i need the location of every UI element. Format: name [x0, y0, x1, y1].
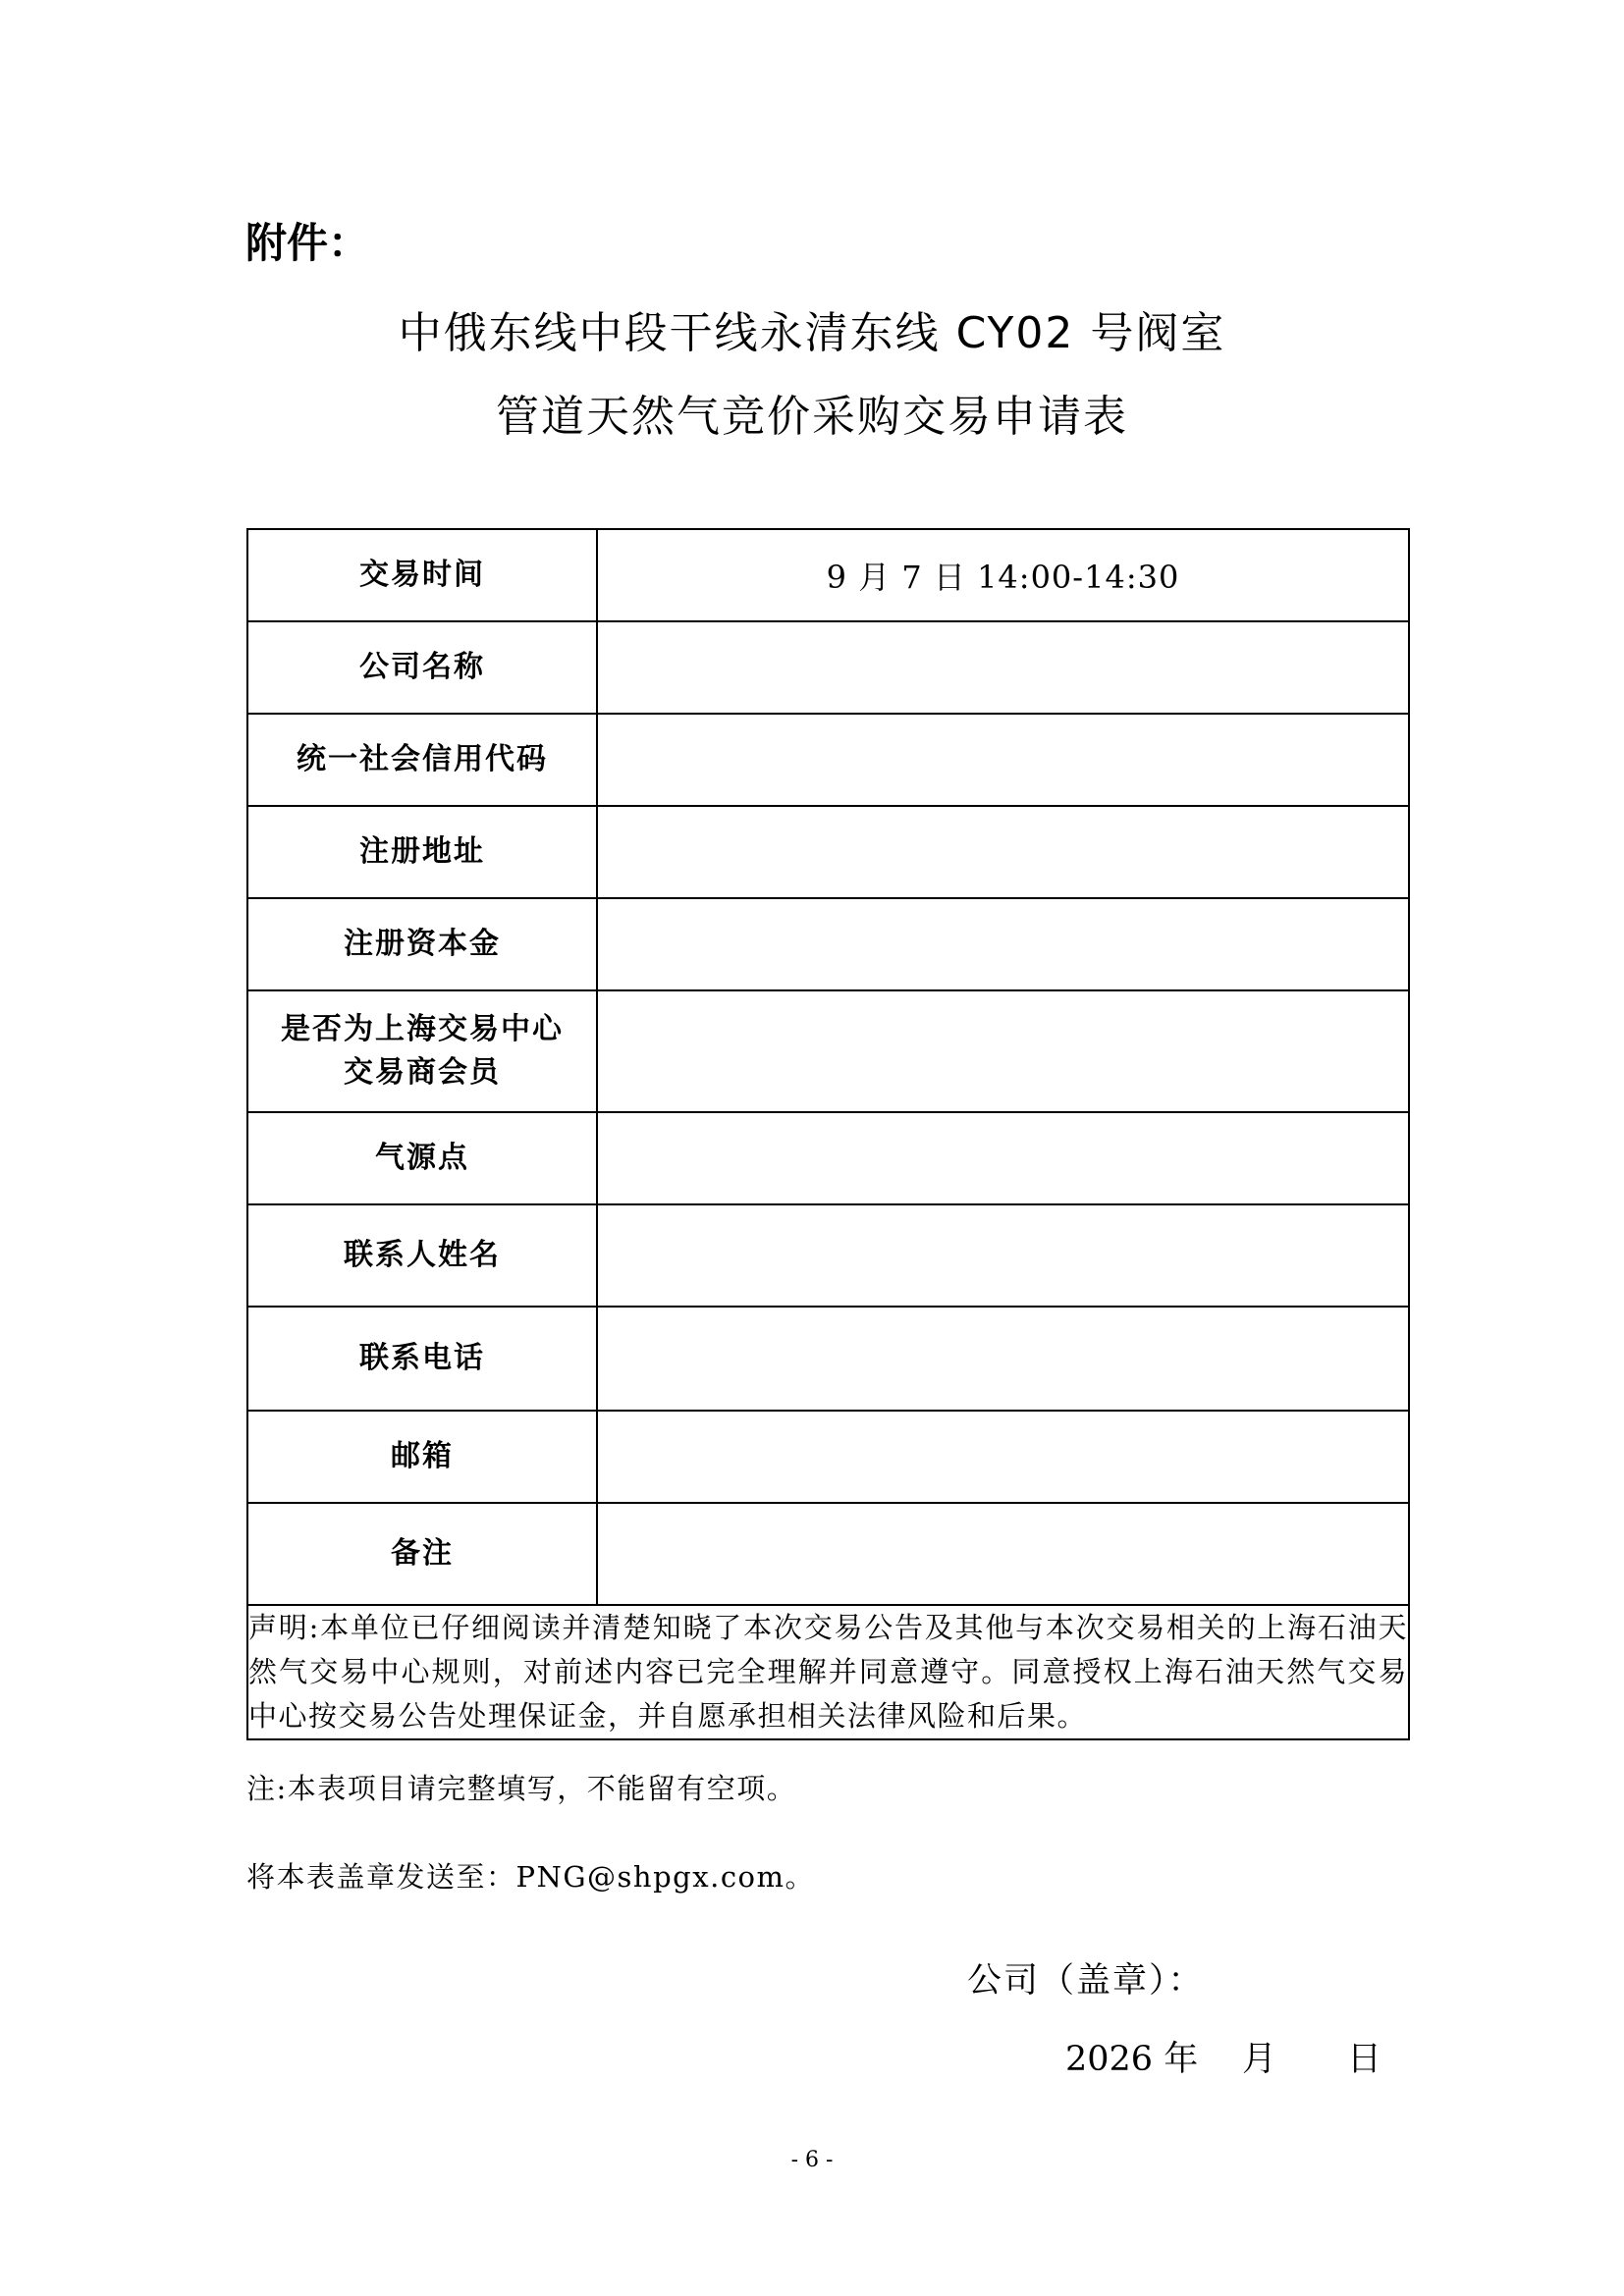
fill-instruction-note: 注:本表项目请完整填写，不能留有空项。: [246, 1772, 797, 1805]
form-row-remarks: [247, 1503, 1409, 1605]
form-label: 气源点: [247, 1112, 597, 1204]
form-label: [247, 990, 597, 1112]
company-name-field[interactable]: [597, 621, 1409, 714]
form-label-line2: 交易商会员: [344, 1055, 501, 1090]
document-title-line2: 管道天然气竞价采购交易申请表: [496, 392, 1128, 442]
form-row-trade-time: [247, 529, 1409, 621]
member-status-field[interactable]: [597, 990, 1409, 1112]
remarks-field[interactable]: [597, 1503, 1409, 1605]
registered-capital-field[interactable]: [597, 898, 1409, 990]
gas-source-field[interactable]: [597, 1112, 1409, 1204]
contact-phone-field[interactable]: [597, 1307, 1409, 1411]
send-instruction-note: 将本表盖章发送至：PNG@shpgx.com。: [246, 1860, 816, 1894]
form-row-contact-name: [247, 1204, 1409, 1307]
form-label: 注册资本金: [247, 898, 597, 990]
form-row-contact-phone: [247, 1307, 1409, 1411]
credit-code-field[interactable]: [597, 714, 1409, 806]
trade-time-value: 9 月 7 日 14:00-14:30: [597, 529, 1409, 621]
form-label: 公司名称: [247, 621, 597, 714]
form-row-credit-code: [247, 714, 1409, 806]
form-label: 注册地址: [247, 806, 597, 898]
signature-year: 2026 年: [1065, 2040, 1199, 2079]
company-seal-label: 公司（盖章）：: [967, 1961, 1205, 2001]
registered-address-field[interactable]: [597, 806, 1409, 898]
form-label-line1: 是否为上海交易中心: [281, 1012, 564, 1046]
page-number: - 6 -: [790, 2148, 834, 2172]
document-title-line1: 中俄东线中段干线永清东线 CY02 号阀室: [398, 308, 1226, 358]
attachment-label: 附件：: [245, 219, 370, 267]
signature-month: 月: [1242, 2040, 1277, 2079]
signature-day: 日: [1347, 2040, 1382, 2079]
form-row-gas-source: [247, 1112, 1409, 1204]
application-form-table: [246, 528, 1410, 1740]
form-row-registered-capital: [247, 898, 1409, 990]
contact-name-field[interactable]: [597, 1204, 1409, 1307]
form-row-declaration: [247, 1605, 1409, 1739]
form-label: 邮箱: [247, 1411, 597, 1503]
form-label: 联系电话: [247, 1307, 597, 1411]
form-row-email: [247, 1411, 1409, 1503]
form-label: 交易时间: [247, 529, 597, 621]
form-row-member-status: [247, 990, 1409, 1112]
form-label: 统一社会信用代码: [247, 714, 597, 806]
form-label: 备注: [247, 1503, 597, 1605]
form-row-registered-address: [247, 806, 1409, 898]
form-label: 联系人姓名: [247, 1204, 597, 1307]
declaration-text: 声明:本单位已仔细阅读并清楚知晓了本次交易公告及其他与本次交易相关的上海石油天然气交易中心规则，对前述内容已完全理解并同意遵守。同意授权上海石油天然气交易中心按交易公告处理保证金，并自愿承担相关法律风险和后果。: [247, 1605, 1409, 1739]
email-field[interactable]: [597, 1411, 1409, 1503]
form-row-company-name: [247, 621, 1409, 714]
